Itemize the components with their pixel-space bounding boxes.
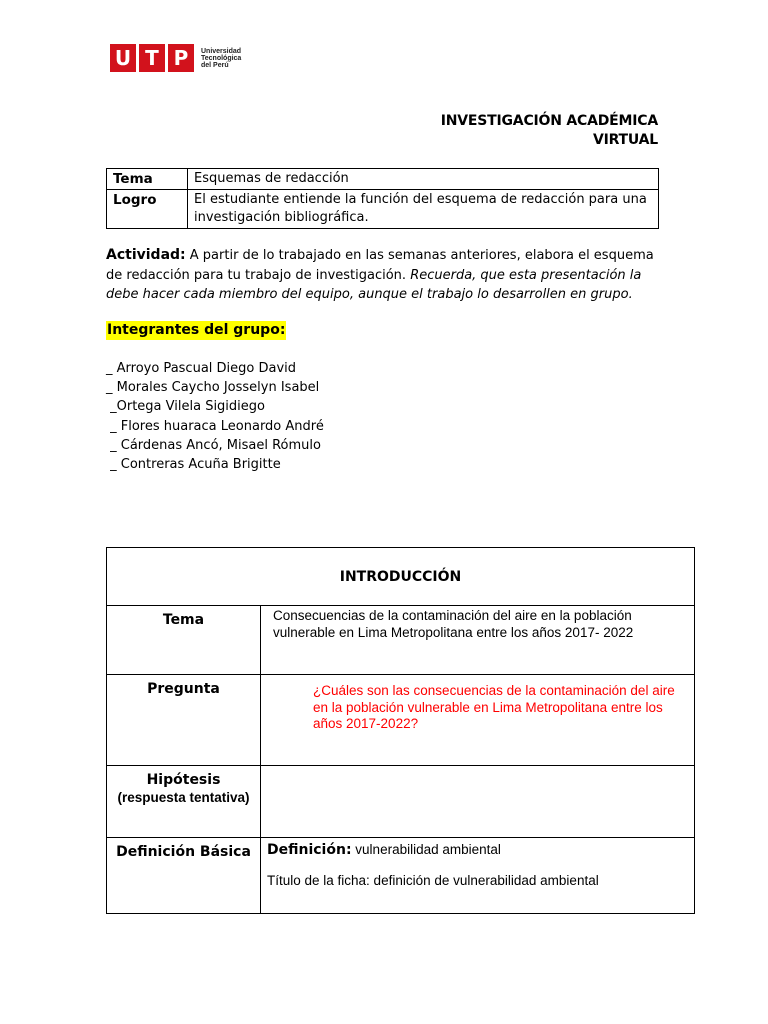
- pregunta-value: ¿Cuáles son las consecuencias de la contaminación del aire en la población vulnerable en Lima Metropolitana entre los años 2017-2022?: [261, 675, 695, 766]
- info-logro-value: El estudiante entiende la función del esquema de redacción para una investigación bibliográfica.: [188, 190, 659, 229]
- info-row-logro: [107, 190, 659, 229]
- definicion-label: Definición Básica: [107, 838, 261, 914]
- hipotesis-sub: (respuesta tentativa): [117, 790, 250, 805]
- list-item: _ Arroyo Pascual Diego David: [106, 361, 297, 376]
- logo-letter-p: P: [168, 44, 194, 72]
- activity-text: A partir de lo trabajado en las semanas anteriores, elabora el esquema de redacción para tu trabajo de investigación.: [106, 248, 654, 283]
- activity-italic-text: Recuerda, que esta presentación la debe hacer cada miembro del equipo, aunque el trabajo lo desarrollen en grupo.: [106, 267, 642, 302]
- table-row: [107, 606, 695, 675]
- list-item: _ Flores huaraca Leonardo André: [106, 418, 324, 434]
- definicion-key: Definición:: [267, 842, 352, 858]
- ficha-title: Título de la ficha: definición de vulnerabilidad ambiental: [267, 872, 599, 888]
- hipotesis-value: [261, 766, 695, 838]
- info-row-tema: [107, 169, 659, 190]
- hipotesis-label: Hipótesis (respuesta tentativa): [107, 766, 261, 838]
- info-table: [106, 168, 659, 229]
- introduction-table: [106, 547, 695, 914]
- info-tema-value: Esquemas de redacción: [188, 169, 659, 190]
- table-row: [107, 838, 695, 914]
- pregunta-label: Pregunta: [107, 675, 261, 766]
- activity-paragraph: [106, 246, 666, 305]
- utp-logo: [110, 43, 241, 73]
- list-item: _ Morales Caycho Josselyn Isabel: [106, 380, 320, 396]
- member-list: [106, 359, 324, 474]
- list-item: _ Contreras Acuña Brigitte: [106, 457, 281, 473]
- logo-letter-u: U: [110, 44, 136, 72]
- definicion-value: vulnerabilidad ambiental: [351, 842, 501, 857]
- tema-label: Tema: [107, 606, 261, 675]
- info-logro-label: Logro: [107, 190, 188, 229]
- document-title: INVESTIGACIÓN ACADÉMICA VIRTUAL: [440, 113, 658, 148]
- table-row: [107, 675, 695, 766]
- table-row: [107, 766, 695, 838]
- activity-label: Actividad:: [106, 247, 186, 263]
- logo-letter-t: T: [139, 44, 165, 72]
- list-item: _Ortega Vilela Sigidiego: [106, 399, 265, 415]
- table-row: [107, 548, 695, 606]
- info-tema-label: Tema: [107, 169, 188, 190]
- introduction-heading: INTRODUCCIÓN: [107, 548, 695, 606]
- group-title: Integrantes del grupo:: [107, 322, 286, 338]
- tema-value: Consecuencias de la contaminación del aire en la población vulnerable en Lima Metropolitana entre los años 2017- 2022: [261, 606, 695, 675]
- list-item: _ Cárdenas Ancó, Misael Rómulo: [106, 437, 321, 453]
- logo-university-name: Universidad Tecnológica del Perú: [201, 47, 242, 69]
- definicion-value-cell: [261, 838, 695, 914]
